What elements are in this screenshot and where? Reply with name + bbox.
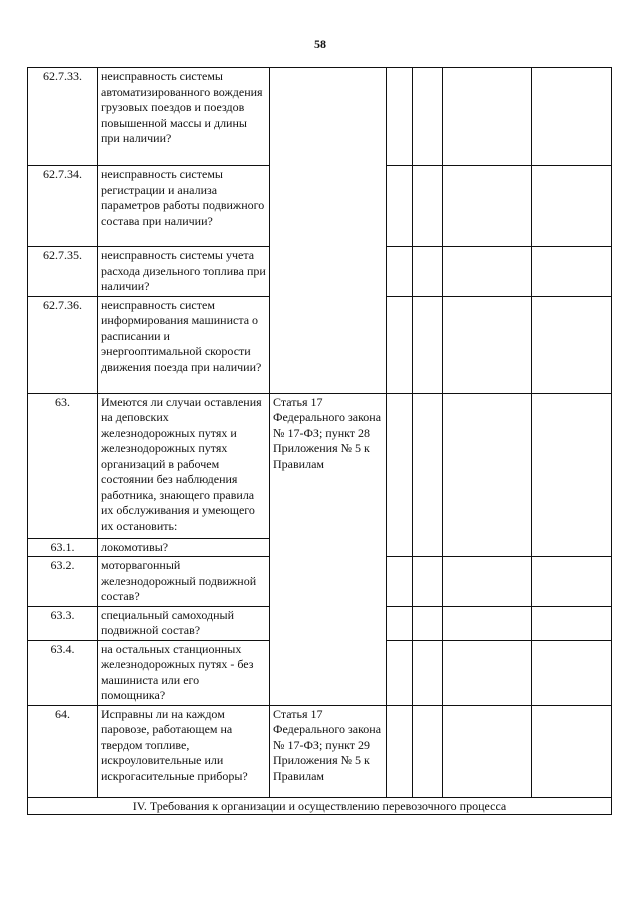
note-cell — [532, 705, 612, 797]
row-question: неисправность системы автоматизированного вождения грузовых поездов и поездов повышенной массы и длины при наличии? — [98, 68, 270, 166]
row-number: 63.4. — [28, 640, 98, 705]
row-number: 63.2. — [28, 557, 98, 607]
answer-no-cell — [413, 247, 443, 297]
table-row — [28, 393, 612, 538]
note-cell — [532, 557, 612, 607]
row-question: на остальных станционных железнодорожных путях - без машиниста или его помощника? — [98, 640, 270, 705]
answer-no-cell — [413, 166, 443, 247]
answer-yes-cell — [387, 606, 413, 640]
not-applicable-cell — [443, 68, 532, 166]
answer-no-cell — [413, 393, 443, 557]
note-cell — [532, 393, 612, 557]
answer-yes-cell — [387, 640, 413, 705]
row-question: специальный самоходный подвижной состав? — [98, 606, 270, 640]
section-row — [28, 797, 612, 814]
row-number: 63. — [28, 393, 98, 538]
answer-no-cell — [413, 557, 443, 607]
answer-yes-cell — [387, 393, 413, 557]
row-question: локомотивы? — [98, 538, 270, 557]
answer-no-cell — [413, 296, 443, 393]
answer-no-cell — [413, 68, 443, 166]
note-cell — [532, 247, 612, 297]
table-row — [28, 705, 612, 797]
row-number: 62.7.35. — [28, 247, 98, 297]
not-applicable-cell — [443, 640, 532, 705]
row-number: 62.7.33. — [28, 68, 98, 166]
page-number: 58 — [314, 37, 326, 51]
answer-yes-cell — [387, 68, 413, 166]
not-applicable-cell — [443, 166, 532, 247]
row-question: неисправность системы регистрации и анализа параметров работы подвижного состава при наличии? — [98, 166, 270, 247]
note-cell — [532, 606, 612, 640]
row-question: неисправность систем информирования машиниста о расписании и энергооптимальной скорости движения поезда при наличии? — [98, 296, 270, 393]
row-number: 63.3. — [28, 606, 98, 640]
row-reference: Статья 17 Федерального закона № 17-ФЗ; пункт 28 Приложения № 5 к Правилам — [270, 393, 387, 705]
note-cell — [532, 640, 612, 705]
answer-yes-cell — [387, 247, 413, 297]
table-row — [28, 68, 612, 166]
row-question: неисправность системы учета расхода дизельного топлива при наличии? — [98, 247, 270, 297]
answer-yes-cell — [387, 296, 413, 393]
not-applicable-cell — [443, 606, 532, 640]
row-reference: Статья 17 Федерального закона № 17-ФЗ; пункт 29 Приложения № 5 к Правилам — [270, 705, 387, 797]
row-question: Исправны ли на каждом паровозе, работающем на твердом топливе, искроуловительные или искрогасительные приборы? — [98, 705, 270, 797]
row-number: 62.7.36. — [28, 296, 98, 393]
answer-yes-cell — [387, 557, 413, 607]
not-applicable-cell — [443, 393, 532, 557]
not-applicable-cell — [443, 247, 532, 297]
section-title: IV. Требования к организации и осуществлению перевозочного процесса — [28, 797, 612, 814]
checklist-table — [27, 67, 612, 815]
answer-yes-cell — [387, 705, 413, 797]
answer-no-cell — [413, 640, 443, 705]
note-cell — [532, 166, 612, 247]
not-applicable-cell — [443, 705, 532, 797]
answer-yes-cell — [387, 166, 413, 247]
row-number: 64. — [28, 705, 98, 797]
row-reference — [270, 68, 387, 394]
note-cell — [532, 296, 612, 393]
row-question: моторвагонный железнодорожный подвижной состав? — [98, 557, 270, 607]
answer-no-cell — [413, 606, 443, 640]
note-cell — [532, 68, 612, 166]
answer-no-cell — [413, 705, 443, 797]
row-number: 63.1. — [28, 538, 98, 557]
not-applicable-cell — [443, 557, 532, 607]
row-number: 62.7.34. — [28, 166, 98, 247]
not-applicable-cell — [443, 296, 532, 393]
row-question: Имеются ли случаи оставления на деповских железнодорожных путях и железнодорожных путях организаций в рабочем состоянии без наблюдения работника, знающего правила их обслуживания и умеющего их остановить: — [98, 393, 270, 538]
